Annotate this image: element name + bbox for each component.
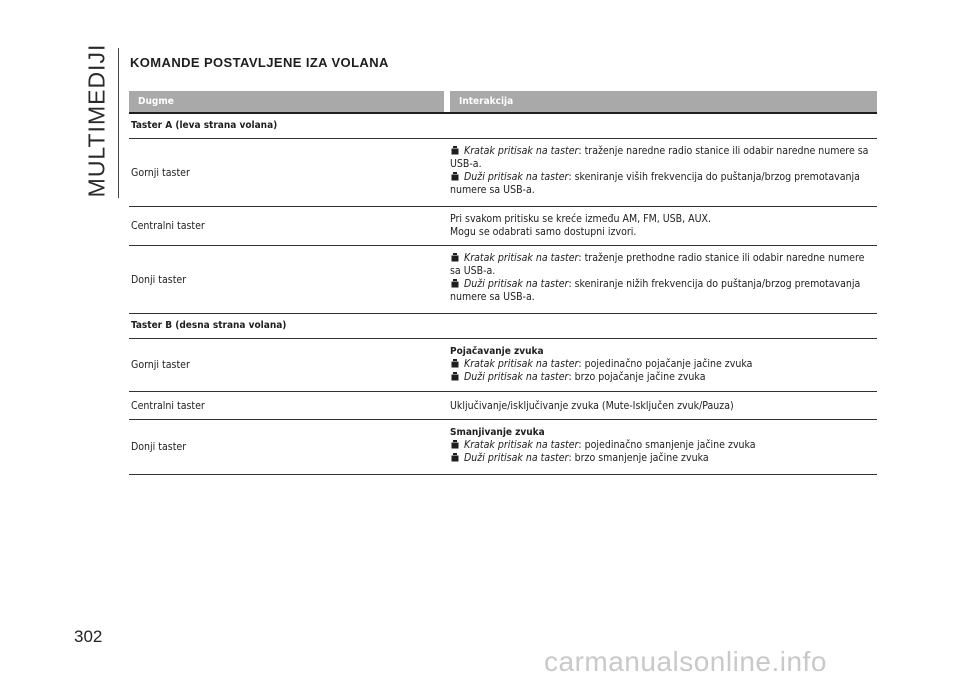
press-type: Duži pritisak na taster <box>464 452 569 464</box>
press-type: Kratak pritisak na taster <box>464 358 579 370</box>
interaction-cell <box>450 246 877 313</box>
press-type: Kratak pritisak na taster <box>464 439 579 451</box>
button-name: Gornji taster <box>131 359 190 371</box>
press-action: : brzo pojačanje jačine zvuka <box>568 371 706 383</box>
interaction-cell <box>450 207 877 245</box>
list-item <box>450 452 871 465</box>
list-item <box>450 358 871 371</box>
list-item <box>450 371 871 384</box>
interaction-cell <box>450 392 877 419</box>
group-heading-a: Taster A (leva strana volana) <box>129 114 877 139</box>
list-item <box>450 439 871 452</box>
table-header <box>129 91 877 112</box>
chapter-title-text: MULTIMEDIJI <box>83 43 110 198</box>
section-title: KOMANDE POSTAVLJENE IZA VOLANA <box>130 55 389 70</box>
button-name: Centralni taster <box>131 220 205 232</box>
chapter-title <box>80 43 114 198</box>
interaction-heading: Pojačavanje zvuka <box>450 346 544 357</box>
interaction-text: Mogu se odabrati samo dostupni izvori. <box>450 226 637 238</box>
list-item <box>450 171 871 197</box>
controls-table <box>129 91 877 475</box>
button-press-icon <box>450 253 460 262</box>
press-type: Duži pritisak na taster <box>464 278 569 290</box>
table-row <box>129 392 877 420</box>
button-name: Gornji taster <box>131 166 190 179</box>
chapter-divider <box>118 48 119 198</box>
press-action: : traženje naredne radio stanice ili odabir naredne numere sa USB-a. <box>450 145 869 170</box>
table-row <box>129 246 877 314</box>
interaction-cell <box>450 139 877 206</box>
press-action: : skeniranje nižih frekvencija do puštanja/brzog premotavanja numere sa USB-a. <box>450 278 861 303</box>
table-row <box>129 339 877 392</box>
press-action: : skeniranje viših frekvencija do puštanja/brzog premotavanja numere sa USB-a. <box>450 171 860 196</box>
table-row <box>129 420 877 475</box>
column-header-interaction: Interakcija <box>450 91 877 112</box>
button-name: Donji taster <box>131 441 187 453</box>
page-number: 302 <box>74 627 103 646</box>
list-item <box>450 278 871 304</box>
button-press-icon <box>450 440 460 449</box>
press-action: : brzo smanjenje jačine zvuka <box>568 452 709 464</box>
interaction-cell <box>450 339 877 391</box>
button-name: Centralni taster <box>131 399 205 412</box>
press-type: Kratak pritisak na taster <box>464 252 579 264</box>
interaction-text: Uključivanje/isključivanje zvuka (Mute-Isključen zvuk/Pauza) <box>450 400 734 412</box>
table-row <box>129 139 877 207</box>
button-press-icon <box>450 146 460 155</box>
button-press-icon <box>450 172 460 181</box>
interaction-heading: Smanjivanje zvuka <box>450 427 545 438</box>
group-heading-b: Taster B (desna strana volana) <box>129 314 877 339</box>
press-action: : traženje prethodne radio stanice ili odabir naredne numere sa USB-a. <box>450 252 865 277</box>
button-press-icon <box>450 279 460 288</box>
table-row <box>129 207 877 246</box>
column-header-button: Dugme <box>129 91 444 112</box>
list-item <box>450 252 871 278</box>
press-type: Duži pritisak na taster <box>464 371 569 383</box>
button-press-icon <box>450 453 460 462</box>
list-item <box>450 145 871 171</box>
interaction-text: Pri svakom pritisku se kreće između AM, FM, USB, AUX. <box>450 213 711 225</box>
interaction-cell <box>450 420 877 474</box>
press-action: : pojedinačno pojačanje jačine zvuka <box>578 358 753 370</box>
button-press-icon <box>450 372 460 381</box>
press-action: : pojedinačno smanjenje jačine zvuka <box>578 439 756 451</box>
button-name: Donji taster <box>131 273 187 286</box>
press-type: Kratak pritisak na taster <box>464 145 579 157</box>
press-type: Duži pritisak na taster <box>464 171 569 183</box>
button-press-icon <box>450 359 460 368</box>
watermark: carmanualsonline.info <box>544 646 827 677</box>
